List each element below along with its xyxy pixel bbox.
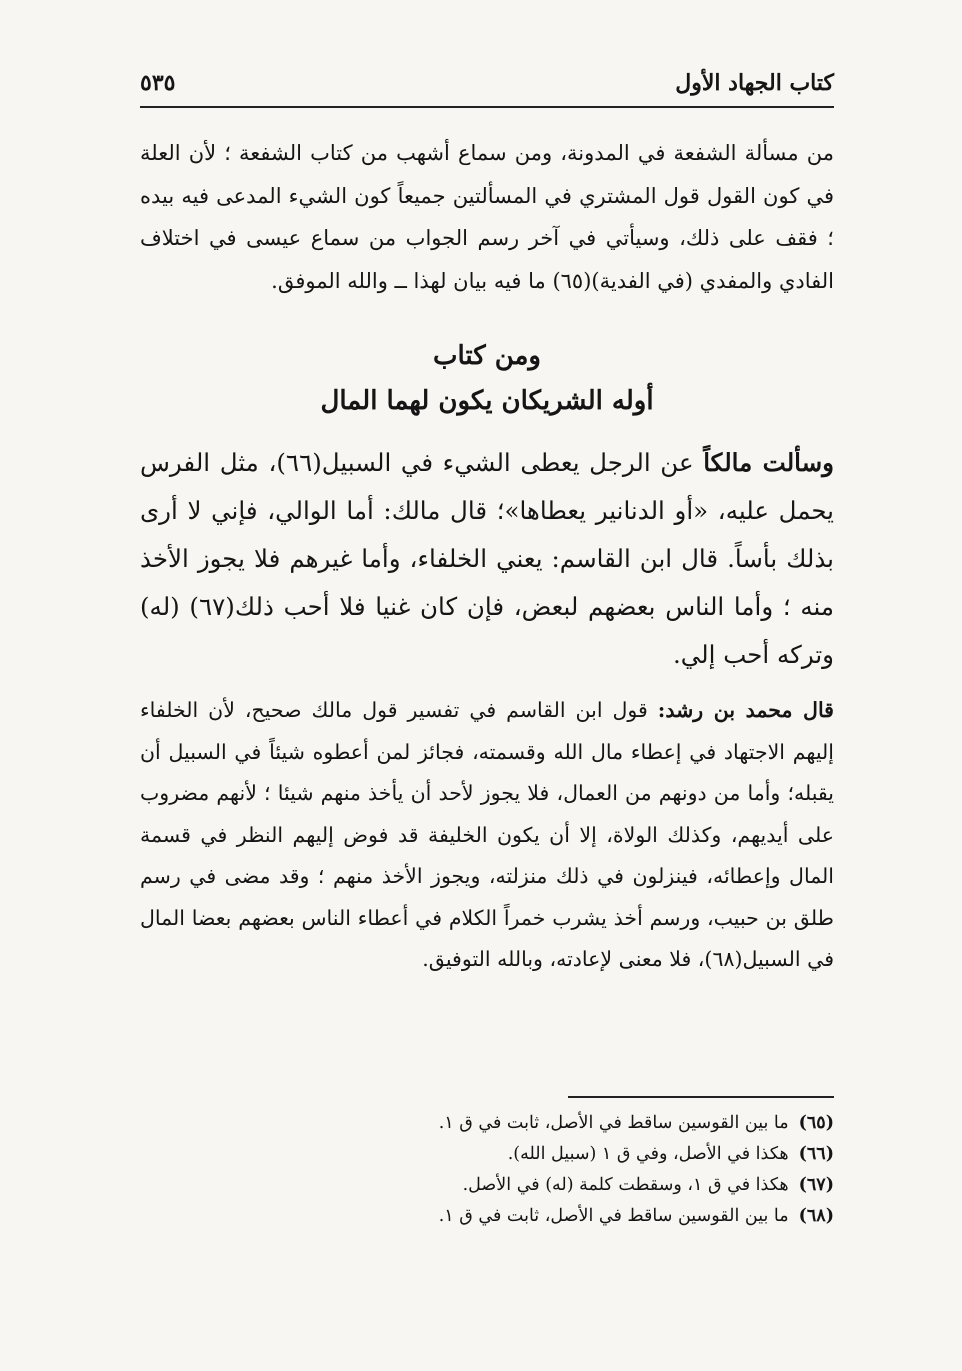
- footnote-item: [200, 1108, 834, 1139]
- footnote-number: (٦٥): [798, 1113, 834, 1133]
- paragraph-continuation: من مسألة الشفعة في المدونة، ومن سماع أشهب من كتاب الشفعة ؛ لأن العلة في كون القول قول المشتري في المسألتين جميعاً كون الشيء المدعى فيه بيده ؛ فقف على ذلك، وسيأتي في آخر رسم الجواب من سماع عيسى في اختلاف الفادي والمفدي (في الفدية)(٦٥) ما فيه بيان لهذا ــ والله الموفق.: [140, 141, 834, 293]
- paragraph-body: عن الرجل يعطى الشيء في السبيل(٦٦)، مثل الفرس يحمل عليه، «أو الدنانير يعطاها»؛ قال مالك: أما الوالي، فإني لا أرى بذلك بأساً. قال ابن القاسم: يعني الخلفاء، وأما غيرهم فلا يجوز الأخذ منه ؛ وأما الناس بعضهم لبعض، فإن كان غنيا فلا أحب ذلك(٦٧) (له) وتركه أحب إلي.: [140, 448, 834, 669]
- footnote-text: ما بين القوسين ساقط في الأصل، ثابت في ق ١.: [438, 1206, 789, 1226]
- footnote-text: هكذا في ق ١، وسقطت كلمة (له) في الأصل.: [462, 1175, 789, 1195]
- paragraph-commentary: [140, 690, 834, 981]
- footnote-list: [200, 1108, 834, 1232]
- paragraph-question: [140, 439, 834, 679]
- footnote-divider: [568, 1096, 834, 1098]
- paragraph-lead: قال محمد بن رشد:: [657, 698, 834, 722]
- paragraph-lead: وسألت مالكاً: [703, 448, 834, 477]
- footnote-text: ما بين القوسين ساقط في الأصل، ثابت في ق ١.: [438, 1113, 789, 1133]
- page-header: [140, 68, 834, 108]
- section-heading-line-2: أوله الشريكان يكون لهما المال: [320, 386, 654, 416]
- page-number: ٥٣٥: [140, 70, 176, 96]
- footnote-number: (٦٦): [798, 1144, 834, 1164]
- footnote-text: هكذا في الأصل، وفي ق ١ (سبيل الله).: [507, 1144, 789, 1164]
- running-title: كتاب الجهاد الأول: [675, 70, 834, 96]
- section-heading-line-1: ومن كتاب: [433, 341, 541, 371]
- footnote-item: [200, 1201, 834, 1232]
- footnote-item: [200, 1139, 834, 1170]
- footnote-number: (٦٧): [798, 1175, 834, 1195]
- footnote-number: (٦٨): [798, 1206, 834, 1226]
- paragraph-body: قول ابن القاسم في تفسير قول مالك صحيح، لأن الخلفاء إليهم الاجتهاد في إعطاء مال الله وقسمته، فجائز لمن أعطوه شيئاً في السبيل أن يقبله؛ وأما من دونهم من العمال، فلا يجوز لأحد أن يأخذ منهم شيئا ؛ لأنهم مضروب على أيديهم، وكذلك الولاة، إلا أن يكون الخليفة قد فوض إليهم النظر في قسمة المال وإعطائه، فينزلون في ذلك منزلته، ويجوز الأخذ منهم ؛ وقد مضى في رسم طلق بن حبيب، ورسم أخذ يشرب خمراً الكلام في أعطاء الناس بعضهم بعضا المال في السبيل(٦٨)، فلا معنى لإعادته، وبالله التوفيق.: [140, 698, 834, 971]
- footnote-item: [200, 1170, 834, 1201]
